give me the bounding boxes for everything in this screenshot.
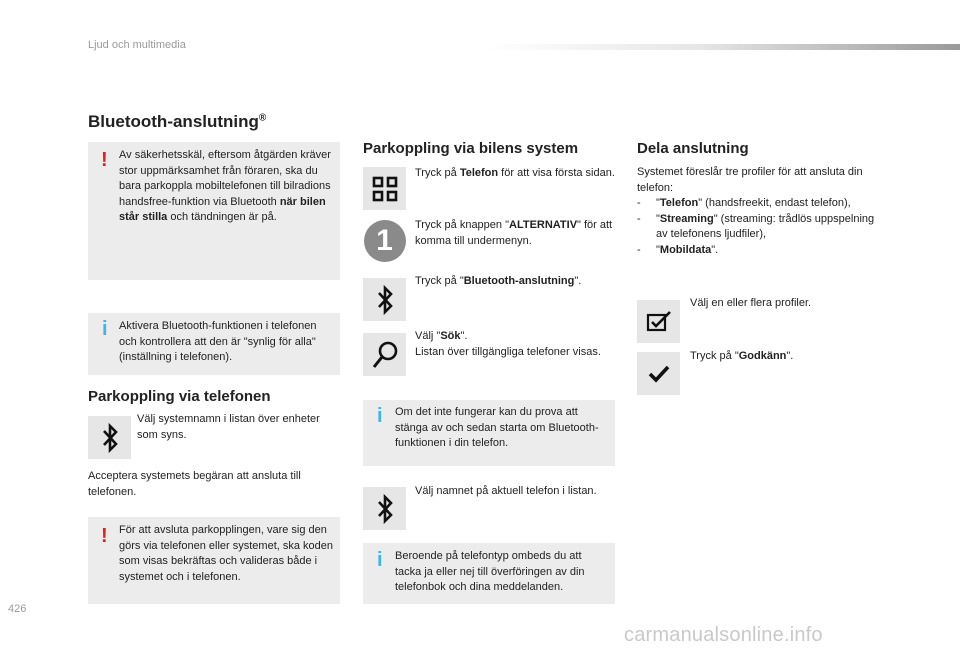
header-bar [488,44,960,50]
page-number: 426 [8,603,27,615]
watermark: carmanualsonline.info [624,624,823,646]
section-heading-car: Parkoppling via bilens system [363,140,579,157]
step-text: för att visa första sidan. [498,167,615,179]
step-text-bold: Sök [440,330,461,342]
profile-item-mobildata [637,243,887,259]
warning-text-bold: när bilen står stilla [119,195,326,223]
step-text-bold: Bluetooth-anslutning [463,275,575,287]
bluetooth-icon [99,423,121,453]
info-text: Om det inte fungerar kan du prova att stänga av och sedan starta om Bluetooth-funktionen i din telefon. [395,406,599,449]
info-icon: i [102,318,108,340]
warning-box-safety [88,142,340,280]
step-text: Listan över tillgängliga telefoner visas. [415,345,601,358]
accept-text: Acceptera systemets begäran att ansluta till telefonen. [88,470,301,498]
car-step-phone [415,166,615,182]
section-heading-phone: Parkoppling via telefonen [88,388,271,405]
step-text: ". [786,350,794,362]
press-godkann-text [690,349,890,365]
page-title-text: Bluetooth-anslutning [88,112,259,131]
select-profiles-text: Välj en eller flera profiler. [690,297,812,309]
car-step-select-phone: Välj namnet på aktuell telefon i listan. [415,485,597,497]
bluetooth-icon-box [363,278,406,321]
step-text-bold: Telefon [459,167,499,179]
header-title: Ljud och multimedia [88,39,186,51]
warning-text [119,148,334,226]
quote-mark: " [656,243,660,256]
warning-text: För att avsluta parkopplingen, vare sig den görs via telefonen eller systemet, ska koden som visas bekräftas och valideras både i systemet och i telefonen. [119,524,334,583]
quote-mark: " [656,197,660,209]
list-dash: - [637,212,641,225]
car-step-options [415,218,617,249]
warning-box-finish [88,517,340,604]
step-text: ". [574,275,582,287]
profile-name: Telefon [659,197,699,209]
car-step-bluetooth [415,274,615,290]
step-text: ". [460,330,468,342]
warning-text-part: och tändningen är på. [167,211,277,223]
list-dash: - [637,243,641,256]
bluetooth-icon [374,285,396,315]
registered-mark: ® [258,112,267,124]
info-text: Beroende på telefontyp ombeds du att tacka ja eller nej till överföringen av din telefonbok och dina meddelanden. [395,550,585,593]
step-number-box [363,219,406,262]
checkbox-icon [646,310,672,334]
step-text-bold: ALTERNATIV [509,219,578,231]
bluetooth-icon-box [88,416,131,459]
page-title [88,112,266,132]
profile-name: Mobildata [659,243,712,256]
search-icon-box [363,333,406,376]
checkbox-icon-box [637,300,680,343]
profile-desc: ". [711,243,719,256]
step-number: 1 [364,220,406,262]
list-dash: - [637,197,641,209]
section-heading-share: Dela anslutning [637,140,749,157]
warning-text-part: Av säkerhetsskäl, eftersom åtgärden kräver stor uppmärksamhet från föraren, ska du bara parkoppla mobiltelefonen till bilradions handsfree-funktion via Bluetooth [119,149,331,208]
info-icon: i [377,549,383,571]
warning-icon: ! [101,149,108,171]
profile-item-streaming [637,212,887,243]
car-step-search [415,329,605,360]
profile-desc: " (streaming: trådlös uppspelning av telefonens ljudfiler), [656,212,875,240]
share-intro: Systemet föreslår tre profiler för att ansluta din telefon: [637,166,863,194]
profile-item-telefon [637,196,887,212]
info-box-retry [363,400,615,466]
search-icon [370,340,400,370]
bluetooth-icon [374,494,396,524]
step-text: Tryck på " [690,350,739,362]
grid-icon [372,176,398,202]
info-box-phonebook [363,543,615,604]
step-text: Tryck på " [415,275,464,287]
info-box-activate [88,313,340,375]
step-text: " för att komma till undermenyn. [415,219,613,247]
check-icon [648,364,670,384]
profile-name: Streaming [659,212,714,225]
profile-list [637,196,887,258]
phone-step-text: Välj systemnamn i listan över enheter som syns. [137,413,320,441]
warning-icon: ! [101,525,108,547]
step-text: Tryck på knappen " [415,219,509,231]
step-text: Tryck på [415,167,460,179]
check-icon-box [637,352,680,395]
info-text: Aktivera Bluetooth-funktionen i telefonen och kontrollera att den är "synlig för alla" (inställning i telefonen). [119,320,317,363]
step-text-bold: Godkänn [738,350,787,362]
bluetooth-icon-box [363,487,406,530]
profile-desc: " (handsfreekit, endast telefon), [698,197,851,209]
step-text: Välj " [415,330,441,342]
grid-icon-box [363,167,406,210]
quote-mark: " [656,212,660,225]
info-icon: i [377,405,383,427]
